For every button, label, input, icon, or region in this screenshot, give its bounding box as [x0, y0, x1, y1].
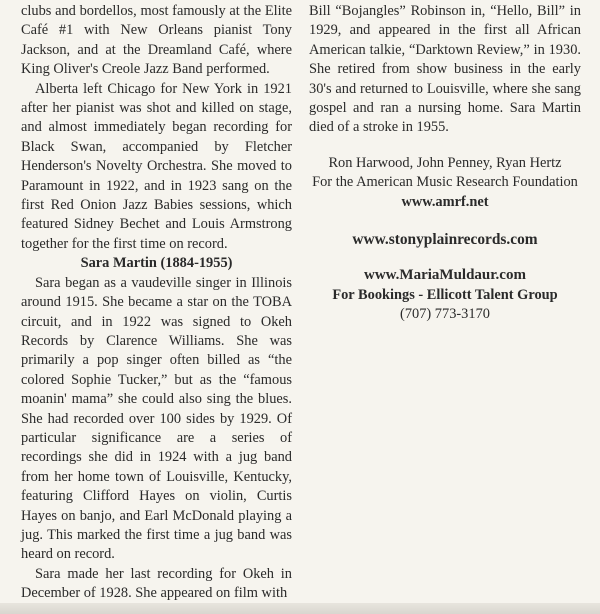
credits-names: Ron Harwood, John Penney, Ryan Hertz: [328, 154, 562, 171]
sara-martin-heading: Sara Martin (1884-1955): [80, 255, 233, 272]
left-column: [21, 2, 292, 604]
amrf-url[interactable]: www.amrf.net: [401, 193, 489, 210]
bookings-line: For Bookings - Ellicott Talent Group: [332, 286, 558, 303]
sara-paragraph-1: Sara began as a vaudeville singer in Illinois around 1915. She became a star on the TOBA circuit, and in 1922 was signed to Okeh Records by Clarence Williams. She was primarily a pop singer often billed as “the colored Sophie Tucker,” but as the “famous moanin' mama” she could also sing the blues. She had recorded over 100 sides by 1929. Of particular significance are a series of recordings she did in 1924 with a jug band from her home town of Louisville, Kentucky, featuring Clifford Hayes on violin, Curtis Hayes on banjo, and Earl McDonald playing a jug. This marked the first time a jug band was heard on record.: [21, 274, 292, 563]
sara-paragraph-2: Sara made her last recording for Okeh in December of 1928. She appeared on film with: [21, 565, 292, 602]
right-column: [309, 2, 581, 325]
scan-edge: [0, 603, 600, 614]
alberta-paragraph: Alberta left Chicago for New York in 1921 after her pianist was shot and killed on stage, and almost immediately began recording for Black Swan, accompanied by Fletcher Henderson's Novelty Orchestra. She moved to Paramount in 1922, and in 1923 sang on the first Red Onion Jazz Babies sessions, which featured Sidney Bechet and Louis Armstrong together for the first time on record.: [21, 80, 292, 252]
muldaur-block: [309, 266, 581, 324]
intro-paragraph: clubs and bordellos, most famously at the Elite Café #1 with New Orleans pianist Tony Jackson, and at the Dreamland Café, where King Oliver's Creole Jazz Band performed.: [21, 3, 292, 78]
muldaur-url[interactable]: www.MariaMuldaur.com: [364, 267, 526, 284]
credits-block: [309, 154, 581, 212]
credits-org: For the American Music Research Foundation: [312, 174, 578, 191]
continuation-paragraph: Bill “Bojangles” Robinson in, “Hello, Bill” in 1929, and appeared in the first all African American talkie, “Darktown Review,” in 1930. She retired from show business in the early 30's and returned to Louisville, where she sang gospel and ran a nursing home. Sara Martin died of a stroke in 1955.: [309, 3, 581, 136]
stonyplain-url[interactable]: www.stonyplainrecords.com: [352, 231, 538, 249]
phone-number: (707) 773-3170: [400, 306, 490, 323]
